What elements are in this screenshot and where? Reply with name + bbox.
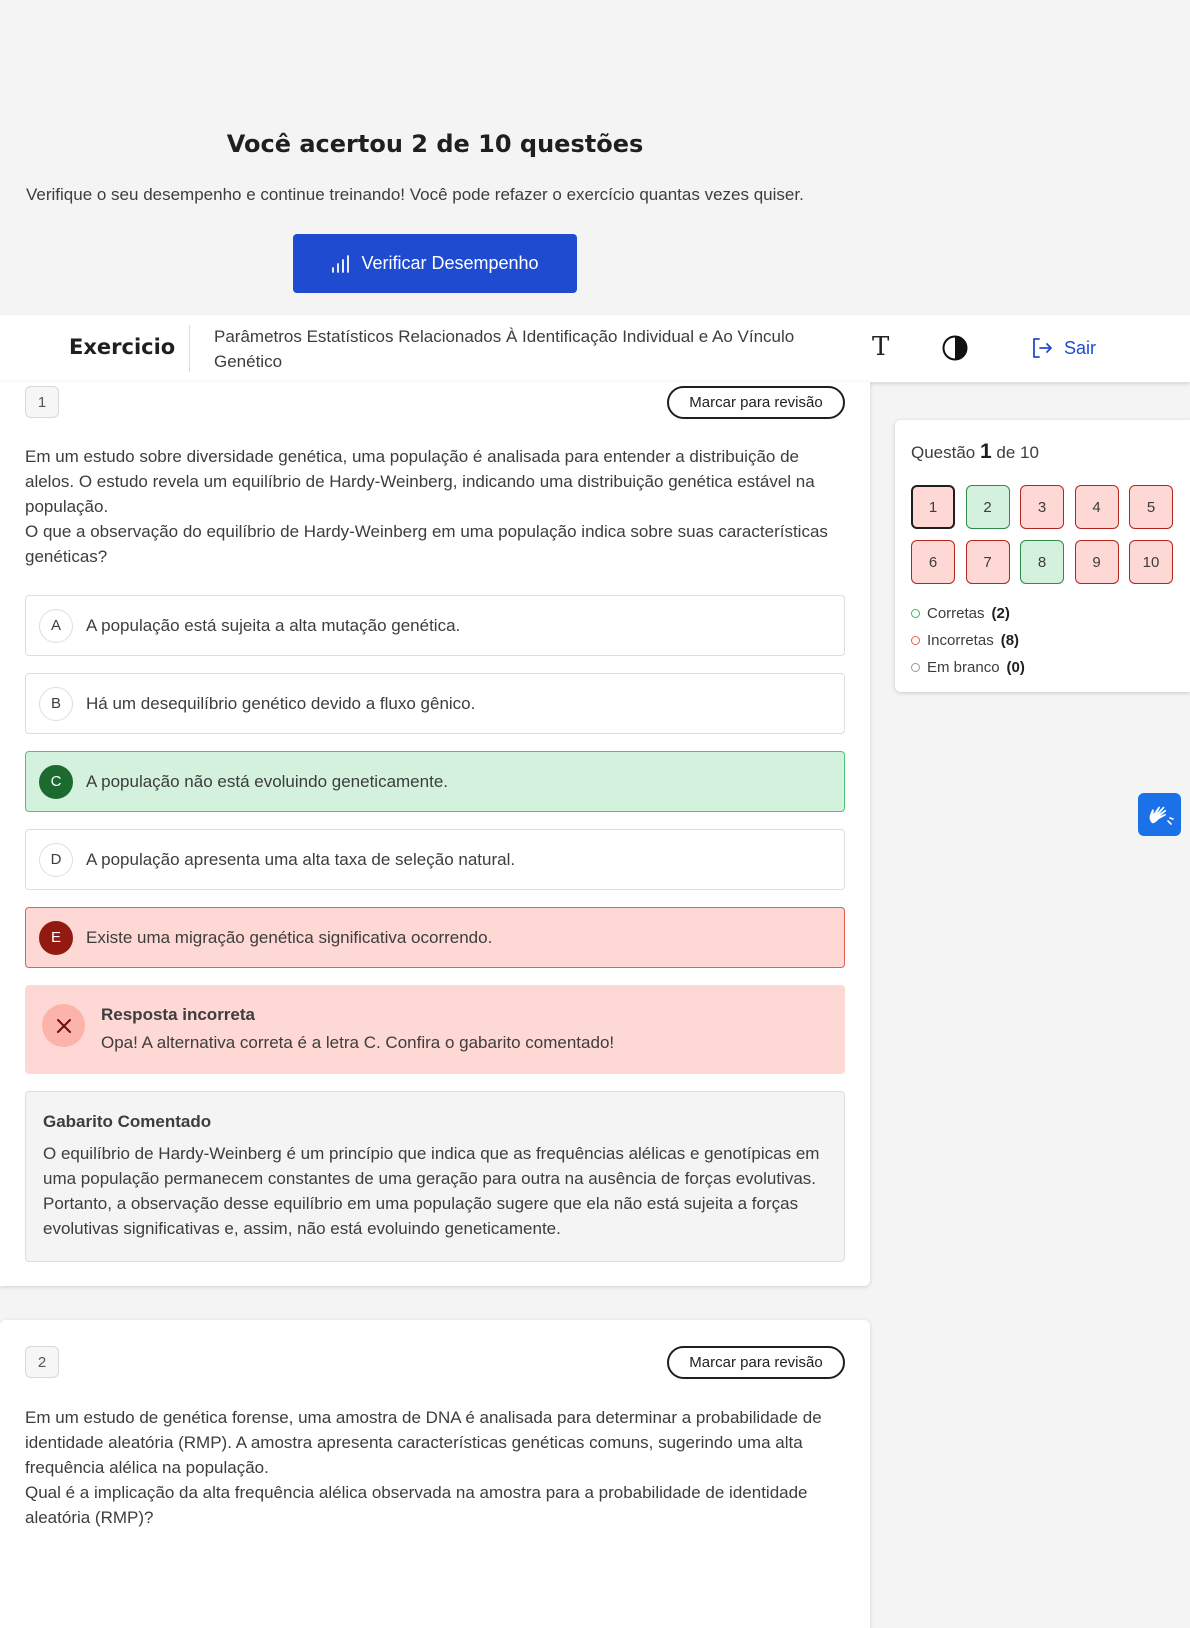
navigator-grid xyxy=(911,485,1171,584)
verify-performance-button[interactable] xyxy=(293,234,577,293)
legend-dot xyxy=(911,609,920,618)
question-prompt: Qual é a implicação da alta frequência alélica observada na amostra para a probabilidade de identidade aleatória (RMP)? xyxy=(25,1483,808,1527)
result-subtitle: Verifique o seu desempenho e continue treinando! Você pode refazer o exercício quantas vezes quiser. xyxy=(26,185,804,204)
question-number: 2 xyxy=(25,1346,59,1378)
alternative-a[interactable] xyxy=(25,595,845,656)
alternative-letter: D xyxy=(39,843,73,877)
alternative-text: A população não está evoluindo geneticamente. xyxy=(86,771,448,791)
question-nav-10[interactable]: 10 xyxy=(1129,540,1173,584)
question-card xyxy=(0,382,870,1286)
legend-count: (2) xyxy=(991,605,1010,622)
question-nav-2[interactable]: 2 xyxy=(966,485,1010,529)
font-size-icon[interactable]: T xyxy=(872,332,890,362)
alternative-text: Existe uma migração genética significativa ocorrendo. xyxy=(86,927,493,947)
commented-answer xyxy=(25,1091,845,1262)
alternative-text: Há um desequilíbrio genético devido a fluxo gênico. xyxy=(86,693,476,713)
alternative-letter: A xyxy=(39,609,73,643)
sign-language-icon xyxy=(1146,801,1174,829)
navigator-suffix: de 10 xyxy=(996,443,1039,462)
result-title: Você acertou 2 de 10 questões xyxy=(226,130,644,158)
alternative-c[interactable] xyxy=(25,751,845,812)
commented-answer-text: O equilíbrio de Hardy-Weinberg é um princípio que indica que as frequências alélicas e genotípicas em uma população permanecem constantes de uma geração para outra na ausência de forças evolutivas. Portanto, a observação desse equilíbrio em uma população sugere que ela não está sujeita a forças evolutivas significativas e, assim, não está evoluindo geneticamente. xyxy=(43,1144,820,1238)
navigator-current: 1 xyxy=(980,440,992,463)
navigator-legend xyxy=(911,600,1025,681)
question-nav-6[interactable]: 6 xyxy=(911,540,955,584)
legend-dot xyxy=(911,663,920,672)
legend-count: (8) xyxy=(1000,632,1020,649)
question-text xyxy=(25,444,845,569)
logout-icon xyxy=(1030,336,1054,360)
legend-label: Em branco xyxy=(927,659,1000,676)
question-nav-5[interactable]: 5 xyxy=(1129,485,1173,529)
alternative-text: A população está sujeita a alta mutação genética. xyxy=(86,615,461,635)
toolbar-subject: Parâmetros Estatísticos Relacionados À Identificação Individual e Ao Vínculo Genético xyxy=(214,327,795,371)
mark-review-button[interactable]: Marcar para revisão xyxy=(667,1346,845,1379)
navigator-prefix: Questão xyxy=(911,443,976,462)
alternative-e[interactable] xyxy=(25,907,845,968)
question-nav-7[interactable]: 7 xyxy=(966,540,1010,584)
mark-review-button[interactable]: Marcar para revisão xyxy=(667,386,845,419)
legend-count: (0) xyxy=(1006,659,1025,676)
exit-label: Sair xyxy=(1064,337,1097,358)
exercise-toolbar xyxy=(0,315,1190,382)
question-statement: Em um estudo de genética forense, uma amostra de DNA é analisada para determinar a probabilidade de identidade aleatória (RMP). A amostra apresenta características genéticas comuns, sugerindo uma alta frequência alélica na população. xyxy=(25,1408,822,1477)
alternative-text: A população apresenta uma alta taxa de seleção natural. xyxy=(86,849,516,869)
answer-feedback xyxy=(25,985,845,1074)
question-statement: Em um estudo sobre diversidade genética, uma população é analisada para entender a distribuição de alelos. O estudo revela um equilíbrio de Hardy-Weinberg, indicando uma distribuição genética estável na população. xyxy=(25,447,815,516)
legend-label: Incorretas xyxy=(927,632,994,649)
question-text xyxy=(25,1405,845,1530)
toolbar-divider xyxy=(189,325,190,372)
sign-language-button[interactable] xyxy=(1138,793,1181,836)
feedback-title: Resposta incorreta xyxy=(101,1005,255,1024)
question-nav-1[interactable]: 1 xyxy=(911,485,955,529)
legend-row xyxy=(911,600,1025,627)
navigator-header xyxy=(911,440,1039,464)
close-icon xyxy=(42,1004,85,1047)
alternative-b[interactable] xyxy=(25,673,845,734)
alternative-letter: E xyxy=(39,921,73,955)
legend-label: Corretas xyxy=(927,605,985,622)
question-card xyxy=(0,1320,870,1628)
question-navigator xyxy=(895,420,1190,692)
legend-dot xyxy=(911,636,920,645)
alternative-letter: C xyxy=(39,765,73,799)
bar-chart-icon xyxy=(331,255,349,273)
alternative-letter: B xyxy=(39,687,73,721)
question-nav-8[interactable]: 8 xyxy=(1020,540,1064,584)
legend-row xyxy=(911,654,1025,681)
exit-button[interactable] xyxy=(1030,336,1096,360)
commented-answer-title: Gabarito Comentado xyxy=(43,1112,212,1131)
contrast-icon[interactable] xyxy=(942,335,968,361)
toolbar-title: Exercicio xyxy=(69,335,176,359)
feedback-text: Opa! A alternativa correta é a letra C. Confira o gabarito comentado! xyxy=(101,1033,615,1052)
question-nav-9[interactable]: 9 xyxy=(1075,540,1119,584)
question-prompt: O que a observação do equilíbrio de Hardy-Weinberg em uma população indica sobre suas características genéticas? xyxy=(25,522,828,566)
legend-row xyxy=(911,627,1025,654)
alternative-d[interactable] xyxy=(25,829,845,890)
question-nav-3[interactable]: 3 xyxy=(1020,485,1064,529)
verify-performance-label: Verificar Desempenho xyxy=(361,253,539,273)
question-number: 1 xyxy=(25,386,59,418)
question-nav-4[interactable]: 4 xyxy=(1075,485,1119,529)
